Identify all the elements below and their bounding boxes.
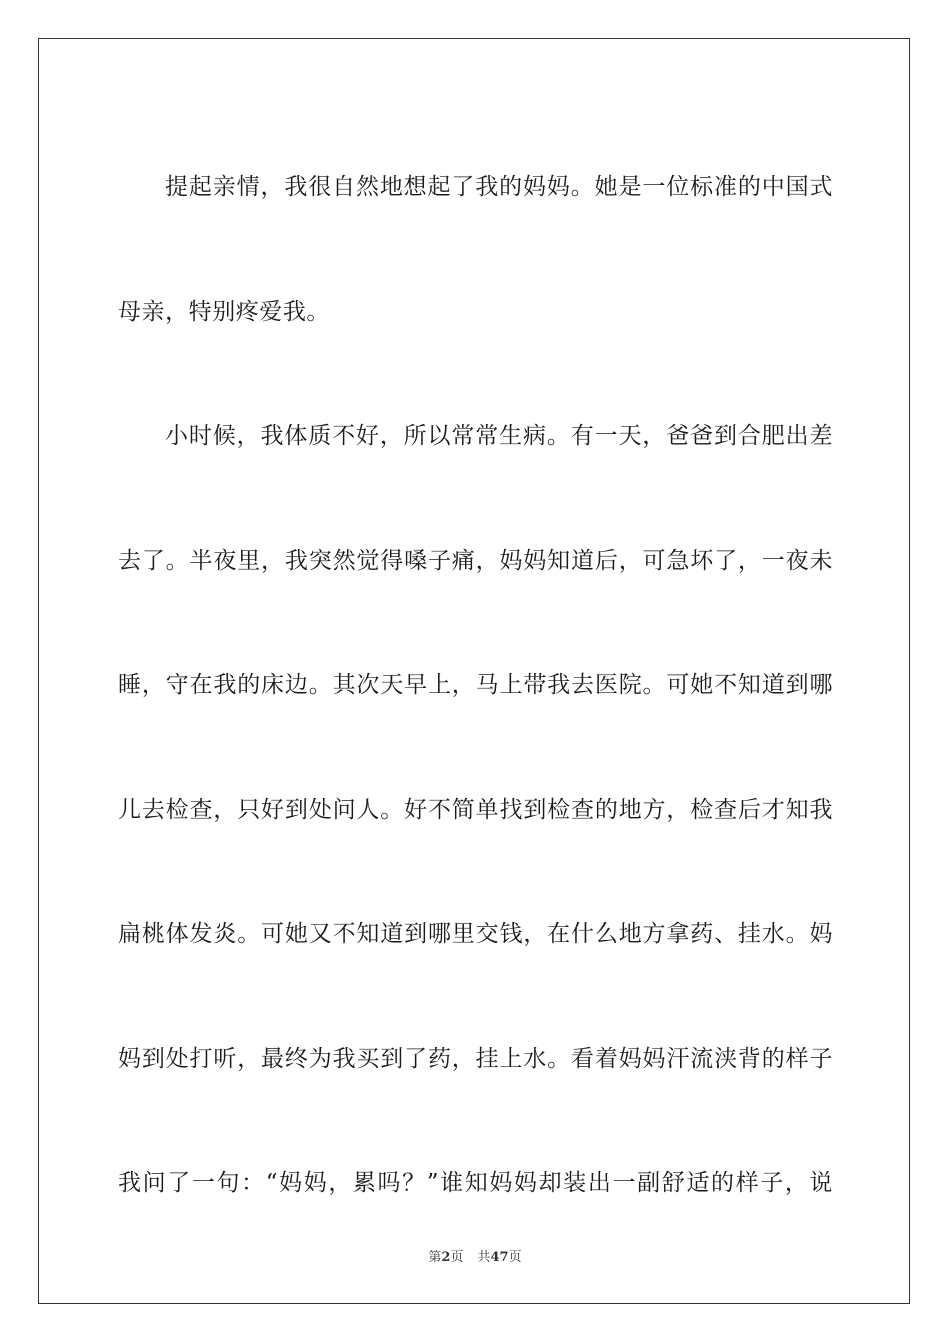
page-footer <box>0 1246 950 1265</box>
text-line: 睡，守在我的床边。其次天早上，马上带我去医院。可她不知道到哪 <box>118 672 833 698</box>
total-suffix: 页 <box>508 1250 522 1265</box>
text-line: 扁桃体发炎。可她又不知道到哪里交钱，在什么地方拿药、挂水。妈 <box>118 921 833 947</box>
page-suffix: 页 <box>450 1250 464 1265</box>
page-number: 2 <box>441 1250 451 1265</box>
text-line: 去了。半夜里，我突然觉得嗓子痛，妈妈知道后，可急坏了，一夜未 <box>118 547 833 574</box>
text-line: 母亲，特别疼爱我。 <box>118 298 330 325</box>
text-line: 小时候，我体质不好，所以常常生病。有一天，爸爸到合肥出差 <box>165 423 833 449</box>
text-line: 提起亲情，我很自然地想起了我的妈妈。她是一位标准的中国式 <box>165 174 833 200</box>
total-prefix: 共 <box>477 1250 491 1265</box>
document-body <box>118 125 833 1246</box>
paragraph-1 <box>118 125 833 374</box>
total-pages: 47 <box>490 1250 509 1265</box>
paragraph-2 <box>118 374 833 1246</box>
text-line: 我问了一句：“妈妈，累吗？”谁知妈妈却装出一副舒适的样子，说 <box>118 1170 833 1196</box>
text-line: 儿去检查，只好到处问人。好不简单找到检查的地方，检查后才知我 <box>118 796 833 823</box>
text-line: 妈到处打听，最终为我买到了药，挂上水。看着妈妈汗流浃背的样子 <box>118 1045 833 1072</box>
page-prefix: 第 <box>428 1250 442 1265</box>
